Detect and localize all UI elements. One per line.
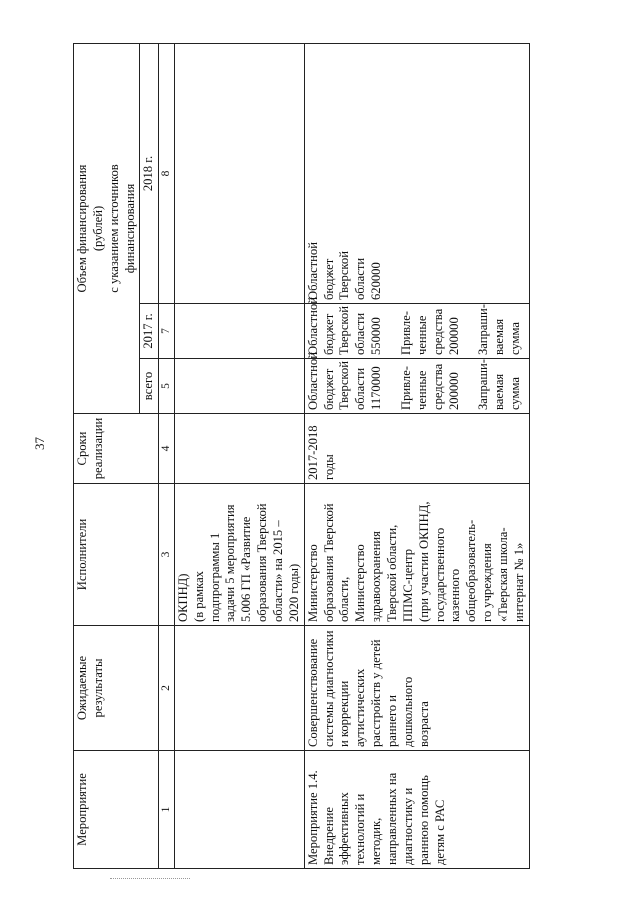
text-line: Мероприятие 1.4.: [305, 770, 320, 865]
text-line: сумма: [508, 377, 523, 410]
text-line: Объем финансирования: [75, 164, 89, 293]
cont-2018: [174, 43, 304, 303]
text-line: (в рамках: [191, 571, 206, 622]
text-line: Министерство: [305, 544, 320, 622]
text-line: Привле-: [398, 366, 413, 410]
col-number-8: 8: [159, 43, 174, 303]
table-row-event-1-4: [304, 43, 529, 868]
col-number-5: 5: [159, 359, 174, 414]
text-line: средства: [430, 363, 445, 410]
cont-2017: [174, 304, 304, 359]
text-line: системы диагностики: [321, 630, 336, 747]
header-executors: Исполнители: [74, 484, 159, 626]
text-line: Сроки: [75, 431, 89, 466]
header-total: всего: [140, 359, 159, 414]
text-line: 620000: [369, 262, 384, 300]
text-line: с указанием источников: [106, 164, 121, 293]
results-cell: [304, 626, 529, 751]
text-line: и коррекции: [337, 680, 352, 747]
text-line: Запраши-: [476, 304, 491, 355]
y2017-attracted: [399, 307, 462, 355]
col-number-1: 1: [159, 751, 174, 869]
text-line: Тверской области,: [384, 524, 399, 622]
text-line: задачи 5 мероприятия: [223, 504, 238, 622]
text-line: раннего и: [384, 695, 399, 747]
total-budget: [305, 352, 385, 410]
text-line: детям с РАС: [432, 799, 447, 865]
text-line: области: [353, 367, 368, 410]
header-event: Мероприятие: [74, 751, 159, 869]
text-line: образования Тверской: [321, 503, 336, 622]
text-line: технологий и: [353, 793, 368, 865]
text-line: общеобразователь-: [464, 519, 479, 622]
text-line: 200000: [446, 372, 461, 410]
total-requested: [476, 359, 524, 410]
header-row-1: [74, 43, 140, 868]
executors-cell: [304, 484, 529, 626]
cont-executors: [174, 484, 304, 626]
text-line: расстройств у детей: [369, 639, 384, 747]
text-line: 200000: [446, 317, 461, 355]
text-line: реализации: [90, 417, 105, 480]
text-line: методик,: [369, 817, 384, 865]
text-line: 5.006 ГП «Развитие: [239, 516, 254, 622]
col-number-2: 2: [159, 626, 174, 751]
text-line: годы: [321, 454, 336, 480]
text-line: Областной: [305, 352, 320, 410]
text-line: Ожидаемые: [75, 655, 89, 721]
cont-results: [174, 626, 304, 751]
period-cell: [304, 414, 529, 484]
text-line: дошкольного: [400, 676, 415, 747]
text-line: ченные: [414, 315, 429, 355]
text-line: Привле-: [398, 311, 413, 355]
y2017-requested: [476, 304, 524, 355]
text-line: 1170000: [369, 366, 384, 410]
header-results: [74, 626, 159, 751]
table-row-continuation: [174, 43, 304, 868]
page-number: 37: [32, 437, 47, 450]
text-line: результаты: [90, 658, 105, 718]
text-line: 550000: [369, 317, 384, 355]
text-line: области: [353, 257, 368, 300]
text-line: сумма: [508, 322, 523, 355]
text-line: средства: [430, 308, 445, 355]
text-line: аутистических: [353, 668, 368, 747]
col-number-4: 4: [159, 414, 174, 484]
text-line: Внедрение: [321, 807, 336, 865]
text-line: Запраши-: [476, 359, 491, 410]
footer-dotted-line: [110, 878, 190, 879]
header-2017: 2017 г.: [140, 304, 159, 359]
text-line: бюджет: [321, 313, 336, 355]
text-line: 2020 годы): [286, 563, 301, 622]
text-line: ППМС-центр: [400, 548, 415, 622]
program-table: [73, 43, 530, 869]
cont-event: [174, 751, 304, 869]
text-line: Министерство: [353, 544, 368, 622]
text-line: 2017-2018: [305, 425, 320, 480]
text-line: ваемая: [492, 318, 507, 355]
text-line: ченные: [414, 370, 429, 410]
text-line: раннюю помощь: [416, 775, 431, 865]
header-funding: [74, 43, 140, 413]
cont-period: [174, 414, 304, 484]
col-number-3: 3: [159, 484, 174, 626]
text-line: области,: [337, 576, 352, 622]
total-attracted: [399, 362, 462, 410]
column-numbers-row: [159, 43, 174, 868]
cont-total: [174, 359, 304, 414]
text-line: Тверской: [337, 361, 352, 410]
text-line: «Тверская школа-: [495, 527, 510, 622]
text-line: направленных на: [384, 772, 399, 865]
text-line: диагностику и: [400, 787, 415, 865]
text-line: (рублей): [90, 205, 105, 252]
header-period: [74, 414, 159, 484]
text-line: бюджет: [321, 368, 336, 410]
text-line: Областной: [305, 297, 320, 355]
text-line: (при участии ОКПНД,: [416, 501, 431, 622]
col-number-7: 7: [159, 304, 174, 359]
y2017-cell: [304, 297, 529, 359]
text-line: государственного: [432, 527, 447, 622]
text-line: ваемая: [492, 373, 507, 410]
text-line: подпрограммы 1: [207, 532, 222, 622]
text-line: интернат № 1»: [511, 542, 526, 622]
text-line: го учреждения: [480, 543, 495, 622]
text-line: бюджет: [321, 258, 336, 300]
total-cell: [304, 352, 529, 414]
text-line: области: [353, 312, 368, 355]
text-line: ОКПНД): [175, 573, 190, 622]
text-line: возраста: [416, 701, 431, 747]
text-line: образования Тверской: [255, 503, 270, 622]
text-line: Тверской: [337, 251, 352, 300]
text-line: казенного: [448, 568, 463, 622]
text-line: области» на 2015 –: [270, 520, 285, 622]
y2017-budget: [305, 297, 385, 355]
text-line: здравоохранения: [369, 531, 384, 622]
event-cell: [304, 751, 529, 869]
program-table-sheet: [73, 44, 602, 869]
text-line: Совершенствование: [305, 638, 320, 747]
header-2018: 2018 г.: [140, 43, 159, 303]
y2018-cell: [304, 43, 529, 303]
y2018-budget: [306, 47, 385, 300]
text-line: Областной: [305, 242, 320, 300]
text-line: эффективных: [337, 792, 352, 865]
text-line: Тверской: [337, 306, 352, 355]
text-line: финансирования: [122, 183, 137, 274]
